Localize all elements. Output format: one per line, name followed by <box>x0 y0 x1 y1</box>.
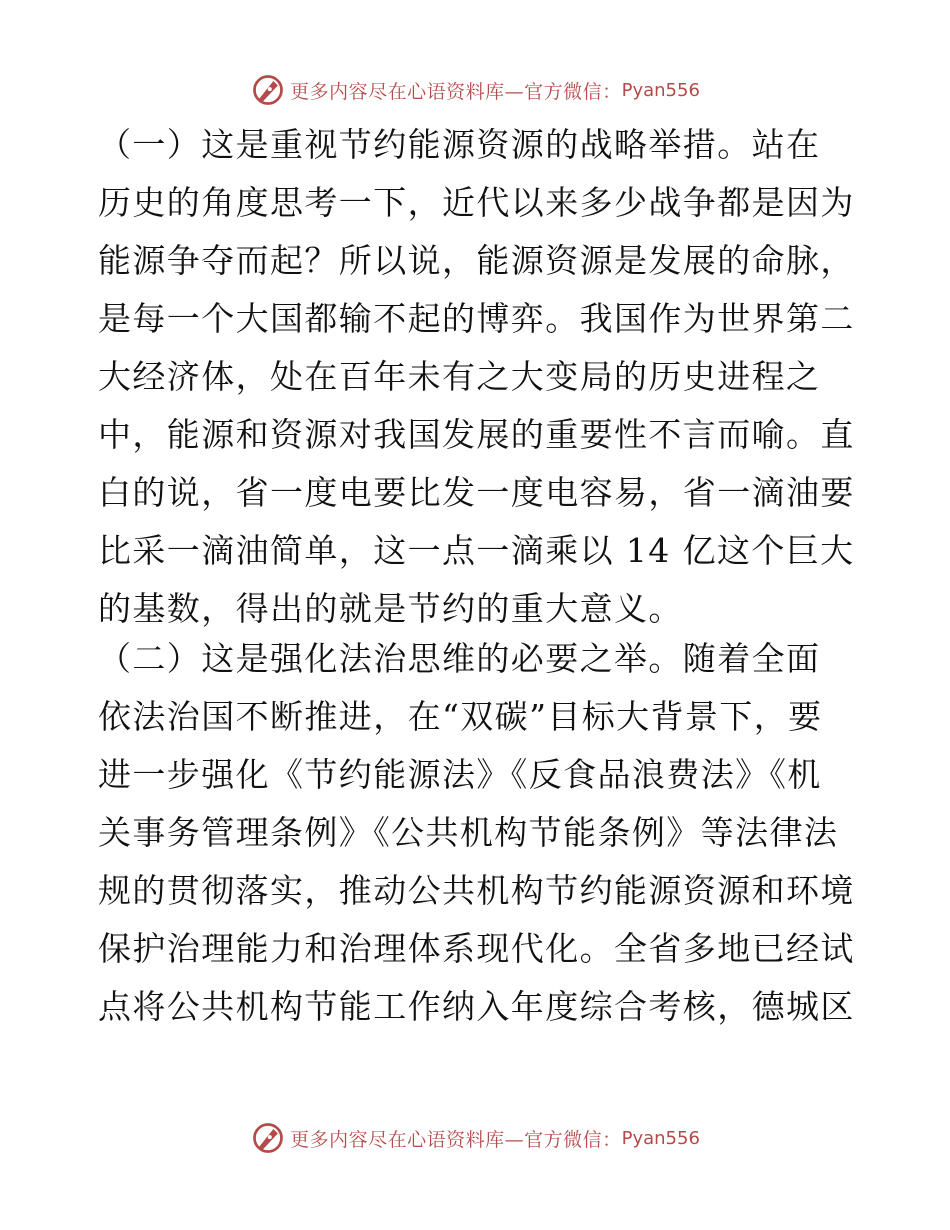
paragraph-1 <box>98 116 854 638</box>
text-line: 白的说，省一度电要比发一度电容易，省一滴油要 <box>98 473 855 512</box>
text-line: 能源争夺而起？所以说，能源资源是发展的命脉， <box>98 241 855 280</box>
pen-nib-circle-icon <box>250 1120 286 1156</box>
text-line: 比采一滴油简单，这一点一滴乘以 14 亿这个巨大 <box>98 531 855 570</box>
watermark-text: 更多内容尽在心语资料库—官方微信： <box>290 1128 622 1151</box>
text-line: 关事务管理条例》《公共机构节能条例》等法律法 <box>98 813 839 852</box>
text-line: 历史的角度思考一下，近代以来多少战争都是因为 <box>98 183 855 222</box>
text-line: （一）这是重视节约能源资源的战略举措。站在 <box>98 125 821 164</box>
text-line: 点将公共机构节能工作纳入年度综合考核，德城区 <box>98 987 855 1026</box>
watermark-wechat-id: Pyan556 <box>621 1127 700 1149</box>
footer-watermark <box>0 1120 950 1156</box>
text-line: 保护治理能力和治理体系现代化。全省多地已经试 <box>98 929 855 968</box>
watermark-text: 更多内容尽在心语资料库—官方微信： <box>290 80 622 103</box>
text-line: 是每一个大国都输不起的博弈。我国作为世界第二 <box>98 299 855 338</box>
text-line: （二）这是强化法治思维的必要之举。随着全面 <box>98 639 821 678</box>
text-line: 依法治国不断推进，在“双碳”目标大背景下，要 <box>98 697 823 736</box>
text-line: 进一步强化《节约能源法》《反食品浪费法》《机 <box>98 755 822 794</box>
text-line: 中，能源和资源对我国发展的重要性不言而喻。直 <box>98 415 855 454</box>
text-line: 大经济体，处在百年未有之大变局的历史进程之 <box>98 357 821 396</box>
text-line: 规的贯彻落实，推动公共机构节约能源资源和环境 <box>98 871 855 910</box>
watermark-wechat-id: Pyan556 <box>621 79 700 101</box>
text-line: 的基数，得出的就是节约的重大意义。 <box>98 589 683 628</box>
pen-nib-circle-icon <box>250 72 286 108</box>
header-watermark <box>0 72 950 108</box>
paragraph-2 <box>98 630 854 1036</box>
